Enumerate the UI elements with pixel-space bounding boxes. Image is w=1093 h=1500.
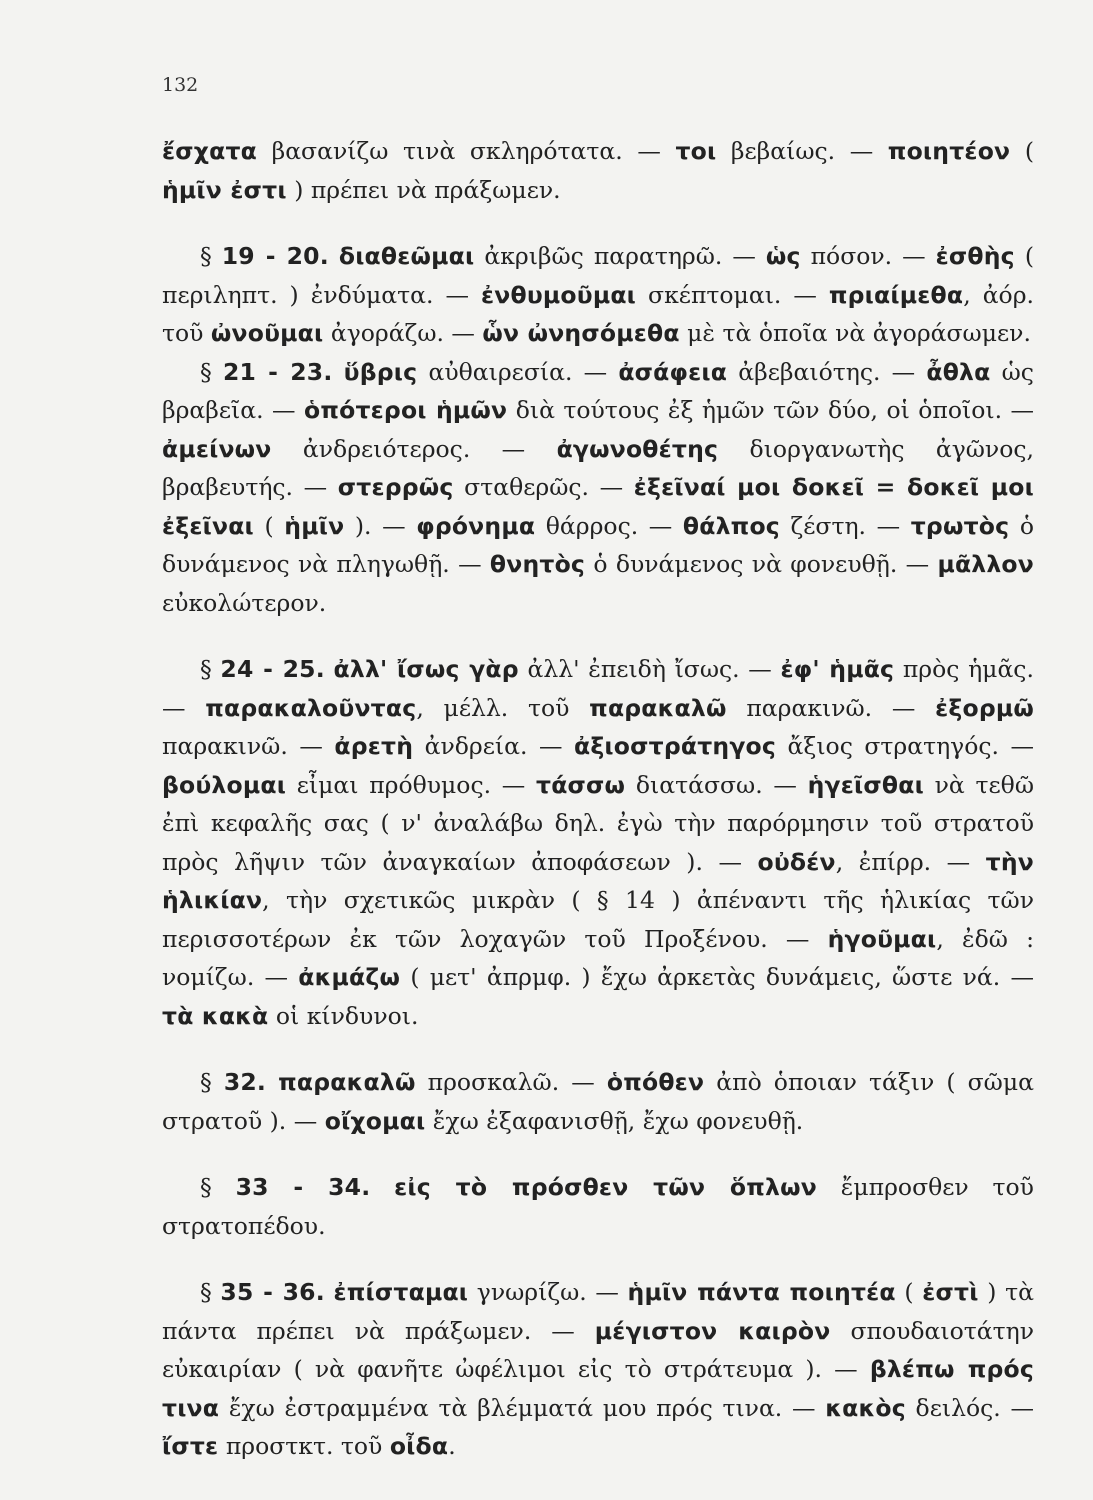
headword: τοι (675, 137, 717, 165)
headword: ἐπίσταμαι (333, 1278, 469, 1306)
gloss-text: ὡς βραβεῖα. — (162, 357, 1034, 424)
headword: μέγιστον καιρὸν (594, 1316, 831, 1345)
gloss-text: ). — (344, 511, 417, 540)
headword: ὡς (765, 242, 801, 270)
gloss-text: ἀγοράζω. — (323, 319, 483, 347)
gloss-text: , ἐπίρρ. — (835, 847, 986, 876)
paragraph (162, 132, 1034, 209)
gloss-text: διοργανωτὴς ἀγῶνος, βραβευτής. — (162, 434, 1034, 501)
headword: θνητὸς (489, 550, 586, 578)
headword: ὠνοῦμαι (210, 319, 324, 347)
gloss-text: ( περιληπτ. ) ἐνδύματα. — (162, 242, 1034, 309)
headword: κακὸς (825, 1393, 906, 1422)
gloss-text: § (200, 357, 223, 386)
gloss-text: διὰ τούτους ἐξ ἡμῶν τῶν δύο, οἱ ὁποῖοι. — (507, 396, 1034, 424)
headword: στερρῶς (337, 473, 454, 501)
gloss-text: ἔχω ἐστραμμένα τὰ βλέμματά μου πρός τινα. — (219, 1393, 826, 1422)
headword: ἐφ' ἡμᾶς (780, 655, 895, 683)
gloss-text (329, 242, 339, 270)
headword: 35 - 36. (220, 1278, 325, 1306)
headword: ἡμῖν πάντα ποιητέα (627, 1278, 896, 1306)
paragraph (162, 1273, 1034, 1466)
gloss-text: ἀκριβῶς παρατηρῶ. — (474, 242, 766, 270)
gloss-text: εἶμαι πρόθυμος. — (286, 770, 536, 799)
headword: παρακαλῶ (278, 1068, 416, 1096)
gloss-text: δειλός. — (905, 1393, 1034, 1422)
gloss-text: , ἀόρ. τοῦ (162, 280, 1034, 347)
gloss-text: ὁ δυνάμενος νὰ πληγωθῇ. — (162, 511, 1034, 578)
headword: ἡγοῦμαι (827, 924, 937, 953)
headword: μᾶλλον (937, 550, 1034, 578)
gloss-text: αὐθαιρεσία. — (417, 357, 619, 386)
headword: παρακαλοῦντας (205, 693, 417, 722)
headword: ὁπότεροι ἡμῶν (303, 396, 508, 424)
headword: ἐνθυμοῦμαι (481, 280, 637, 309)
headword: οἶδα (389, 1432, 449, 1460)
headword: ἐσθὴς (935, 242, 1015, 270)
headword: ἐστὶ (922, 1278, 979, 1306)
headword: βλέπω πρός τινα (162, 1355, 1034, 1422)
gloss-text: ζέστη. — (779, 511, 911, 540)
gloss-text: ( (895, 1278, 923, 1306)
paragraph (162, 1063, 1034, 1140)
gloss-text (370, 1173, 394, 1201)
gloss-text: , μέλλ. τοῦ (416, 693, 590, 722)
page-body (162, 132, 1034, 1466)
gloss-text: παρακινῶ. — (726, 693, 936, 722)
gloss-text: ἀλλ' ἐπειδὴ ἴσως. — (518, 655, 781, 683)
gloss-text: § (200, 242, 222, 270)
headword: τὴν ἡλικίαν (162, 847, 1034, 914)
headword: ἴστε (162, 1432, 219, 1460)
page-number: 132 (162, 74, 199, 96)
headword: βούλομαι (162, 770, 287, 799)
headword: διαθεῶμαι (338, 242, 475, 270)
headword: τρωτὸς (910, 511, 1010, 540)
headword: 24 - 25. (220, 655, 325, 683)
headword: ποιητέον (887, 137, 1011, 165)
gloss-text: ἀπὸ ὁποιαν τάξιν ( σῶμα στρατοῦ ). — (162, 1068, 1034, 1135)
headword: ἀσάφεια (618, 357, 728, 386)
headword: 19 - 20. (221, 242, 329, 270)
headword: εἰς τὸ πρόσθεν τῶν ὅπλων (394, 1173, 817, 1201)
gloss-text: προστκτ. τοῦ (218, 1432, 390, 1460)
gloss-text: ) τὰ πάντα πρέπει νὰ πράξωμεν. — (162, 1278, 1034, 1345)
headword: ἀγωνοθέτης (556, 434, 719, 463)
gloss-text: σπουδαιοτάτην εὐκαιρίαν ( νὰ φανῆτε ὠφέλιμοι εἰς τὸ στράτευμα ). — (162, 1316, 1034, 1383)
gloss-text: ( (1010, 137, 1034, 165)
gloss-text: § (200, 1173, 236, 1201)
gloss-text: ἀνδρειότερος. — (271, 434, 557, 463)
gloss-text: οἱ κίνδυνοι. (268, 1001, 419, 1030)
headword: ἀκμάζω (298, 963, 401, 991)
gloss-text (325, 655, 334, 683)
gloss-text: βασανίζω τινὰ σκληρότατα. — (257, 137, 676, 165)
gloss-text: ἔχω ἐξαφανισθῇ, ἔχω φονευθῇ. (425, 1106, 804, 1135)
headword: θάλπος (682, 511, 780, 540)
gloss-text: § (200, 655, 221, 683)
headword: ὕβρις (343, 357, 418, 386)
gloss-text: σταθερῶς. — (453, 473, 634, 501)
headword: φρόνημα (416, 511, 536, 540)
headword: ἔσχατα (162, 137, 258, 165)
headword: ἀλλ' ἴσως γὰρ (333, 655, 519, 683)
headword: 32. (223, 1068, 267, 1096)
paragraph (162, 1168, 1034, 1245)
gloss-text: , ἐδῶ : νομίζω. — (162, 924, 1035, 991)
gloss-text: § (200, 1068, 224, 1096)
gloss-text: πρὸς ἡμᾶς. — (162, 655, 1034, 722)
headword: ἀρετὴ (334, 732, 414, 760)
headword: ἀμείνων (162, 434, 272, 463)
gloss-text: ἄξιος στρατηγός. — (776, 732, 1034, 760)
gloss-text: , τὴν σχετικῶς μικρὰν ( § 14 ) ἀπέναντι τῆς ἡλικίας τῶν περισσοτέρων ἐκ τῶν λοχαγῶν τοῦ Προξένου. — (162, 886, 1034, 953)
headword: 33 - 34. (235, 1173, 371, 1201)
headword: ἡγεῖσθαι (807, 770, 924, 799)
gloss-text: ) πρέπει νὰ πράξωμεν. (286, 175, 561, 204)
headword: ἐξεῖναί μοι δοκεῖ = δοκεῖ μοι ἐξεῖναι (162, 473, 1034, 540)
gloss-text: ( (253, 511, 285, 540)
headword: ἡμῖν (284, 511, 345, 540)
headword: ὧν ὠνησόμεθα (482, 319, 680, 347)
gloss-text (332, 358, 343, 386)
gloss-text: . (448, 1432, 456, 1460)
gloss-text: ἀνδρεία. — (413, 732, 574, 760)
headword: ἀξιοστράτηγος (574, 732, 777, 760)
gloss-text: σκέπτομαι. — (636, 280, 829, 309)
paragraph (162, 237, 1034, 353)
gloss-text: μὲ τὰ ὁποῖα νὰ ἀγοράσωμεν. (679, 319, 1031, 347)
headword: ἐξορμῶ (935, 693, 1034, 722)
gloss-text (266, 1068, 278, 1096)
gloss-text: γνωρίζω. — (468, 1278, 628, 1306)
headword: ἡμῖν ἐστι (162, 175, 287, 204)
headword: τάσσω (536, 770, 626, 799)
gloss-text: διατάσσω. — (625, 770, 808, 799)
paragraph (162, 650, 1034, 1035)
gloss-text: θάρρος. — (535, 511, 683, 540)
gloss-text: § (200, 1278, 221, 1306)
paragraph (162, 353, 1034, 623)
gloss-text: ὁ δυνάμενος νὰ φονευθῇ. — (585, 550, 938, 578)
gloss-text: προσκαλῶ. — (415, 1068, 607, 1096)
headword: ἆθλα (926, 357, 991, 386)
headword: οἴχομαι (324, 1106, 426, 1135)
gloss-text: βεβαίως. — (716, 137, 888, 165)
headword: ὁπόθεν (606, 1068, 705, 1096)
headword: τὰ κακὰ (162, 1001, 269, 1030)
gloss-text: νὰ τεθῶ ἐπὶ κεφαλῆς σας ( ν' ἀναλάβω δηλ. ἐγὼ τὴν παρόρμησιν τοῦ στρατοῦ πρὸς λῆψιν τῶν ἀναγκαίων ἀποφάσεων ). — (162, 770, 1034, 876)
gloss-text: εὐκολώτερον. (162, 588, 327, 617)
gloss-text: πόσον. — (800, 242, 936, 270)
gloss-text: ( μετ' ἀπρμφ. ) ἔχω ἀρκετὰς δυνάμεις, ὥστε νά. — (400, 963, 1035, 991)
headword: οὐδέν (757, 847, 836, 876)
headword: παρακαλῶ (589, 693, 727, 722)
headword: πριαίμεθα (828, 280, 964, 309)
headword: 21 - 23. (222, 357, 333, 386)
gloss-text: ἀβεβαιότης. — (727, 357, 927, 386)
gloss-text: ἔμπροσθεν τοῦ στρατοπέδου. (162, 1173, 1034, 1240)
gloss-text: παρακινῶ. — (162, 732, 335, 760)
